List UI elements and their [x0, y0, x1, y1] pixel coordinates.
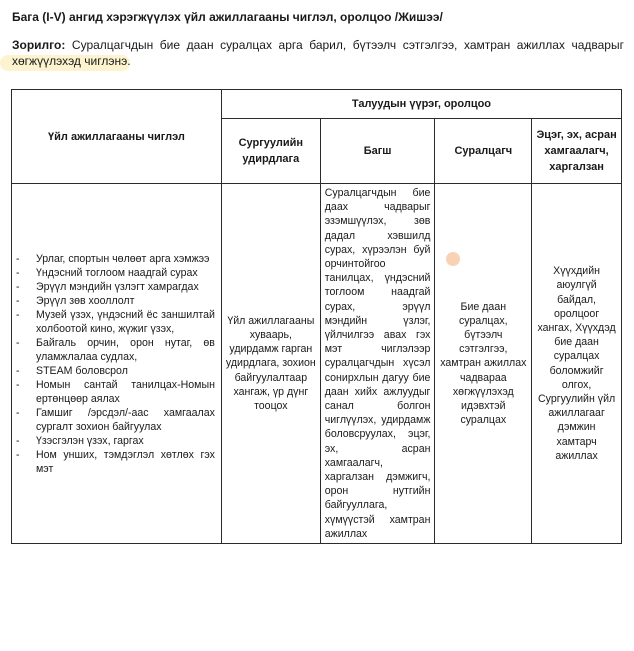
list-item: - Эрүүл мэндийн үзлэгт хамрагдах [16, 280, 215, 294]
list-item: - Урлаг, спортын чөлөөт арга хэмжээ [16, 252, 215, 266]
stakeholder-roles-header: Талуудын үүрэг, оролцоо [221, 90, 621, 119]
parents-role-cell: Хүүхдийн аюулгүй байдал, оролцоог хангах, Хүүхдэд бие даан суралцах боломжийг олгох, Сургуулийн үйл ажиллагааг дэмжин хамтарч ажиллах [532, 184, 622, 544]
admin-header: Сургуулийн удирдлага [221, 119, 320, 184]
roles-table [11, 89, 622, 544]
list-item: - Музей үзэх, үндэсний ёс заншилтай холбоотой кино, жүжиг үзэх, [16, 308, 215, 336]
activity-direction-header: Үйл ажиллагааны чиглэл [12, 90, 222, 184]
activities-cell [12, 184, 222, 544]
list-item: - Эрүүл зөв хооллолт [16, 294, 215, 308]
list-item: - Гамшиг /эрсдэл/-аас хамгаалах сургалт зохион байгуулах [16, 406, 215, 434]
list-item: - Ном унших, тэмдэглэл хөтлөх гэх мэт [16, 448, 215, 476]
list-item: - Байгаль орчин, орон нутаг, өв уламжлалаа судлах, [16, 336, 215, 364]
activity-list [12, 252, 221, 476]
goal-text: Суралцагчдын бие даан суралцах арга барил, бүтээлч сэтгэлгээ, хамтран ажиллах чадварыг хөгжүүлэхэд чиглэнэ. [12, 38, 624, 68]
list-item: - Номын сантай танилцах-Номын ертөнцөөр аялах [16, 378, 215, 406]
student-role-cell: Бие даан суралцах, бүтээлч сэтгэлгээ, хамтран ажиллах чадвараа хөгжүүлэхэд идэвхтэй суралцах [435, 184, 532, 544]
document-title: Бага (I-V) ангид хэрэгжүүлэх үйл ажиллагааны чиглэл, оролцоо /Жишээ/ [12, 10, 443, 24]
highlighter-dot [446, 252, 460, 266]
teacher-header: Багш [320, 119, 435, 184]
student-header: Суралцагч [435, 119, 532, 184]
goal-label: Зорилго: [12, 38, 66, 52]
admin-role-cell: Үйл ажиллагааны хуваарь, удирдамж гарган удирдлага, зохион байгуулалтаар хангаж, үр дүнг тооцох [221, 184, 320, 544]
list-item: - Үндэсний тоглоом наадгай сурах [16, 266, 215, 280]
list-item: - Үзэсгэлэн үзэх, гаргах [16, 434, 215, 448]
teacher-role-cell: Суралцагчдын бие даах чадварыг эзэмшүүлэх, зөв дадал хэвшилд сурах, хүрээлэн буй орчинтойгоо танилцах, үндэсний тоглоом наадгай сурах, эрүүл мэндийн үзлэг, үйлчилгээ авах гэх мэт чиглэлээр суралцагчдын хүсэл сонирхлын дагуу бие даан хийх ажлуудыг санал болгон чиглүүлэх, удирдамж боловсруулах, эцэг, эх, асран хамгаалагч, харгалзан дэмжигч, орон нутгийн байгууллага, хүмүүстэй хамтран ажиллах [320, 184, 435, 544]
list-item: - STEAM боловсрол [16, 364, 215, 378]
parents-header: Эцэг, эх, асран хамгаалагч, харгалзан [532, 119, 622, 184]
goal-paragraph [12, 37, 624, 69]
